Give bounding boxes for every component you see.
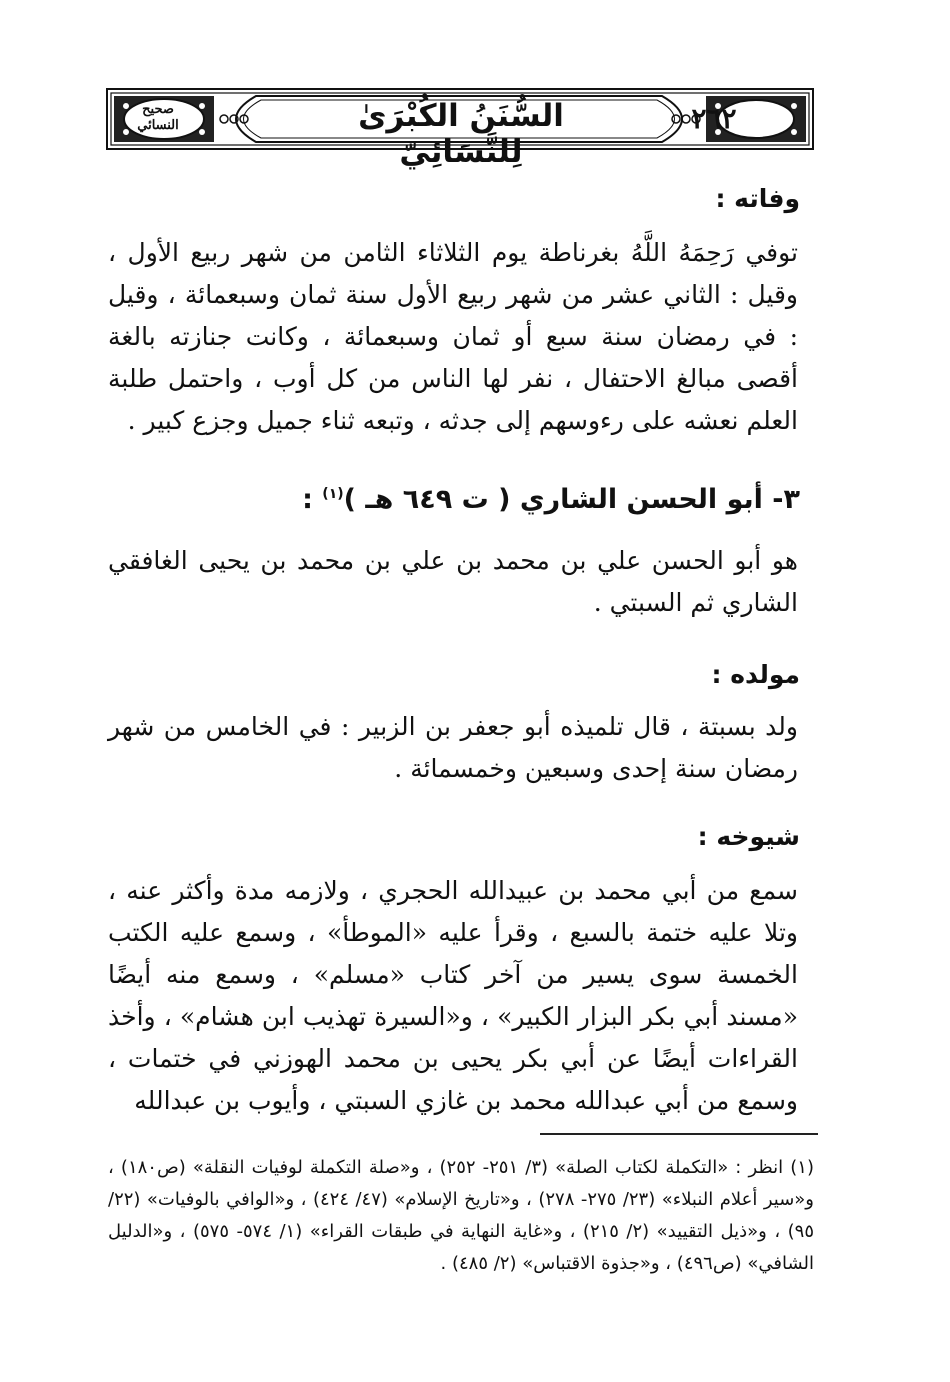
book-title: السُّنَنُ الكُبْرَىٰ لِلنَّسَائِيّ [358, 98, 564, 170]
birth-heading: مولده : [711, 660, 800, 689]
header-seal: صحيح النسائي [137, 102, 179, 133]
footnote-reference: (١) [322, 486, 344, 502]
page-number: ٢٦٢ [691, 102, 737, 135]
person-heading-colon: : [302, 484, 323, 515]
person-heading [302, 484, 800, 515]
death-heading: وفاته : [715, 184, 800, 213]
footnote: (١) انظر : «التكملة لكتاب الصلة» (٣/ ٢٥١- ٢٥٢) ، و«صلة التكملة لوفيات النقلة» (ص١٨٠) ، و«سير أعلام النبلاء» (٢٣/ ٢٧٥- ٢٧٨) ، و«تاريخ الإسلام» (٤٧/ ٤٢٤) ، و«الوافي بالوفيات» (٢٢/ ٩٥) ، و«ذيل التقييد» (٢/ ٢١٥) ، و«غاية النهاية في طبقات القراء» (١/ ٥٧٤- ٥٧٥) ، و«الدليل الشافي» (ص٤٩٦) ، و«جذوة الاقتباس» (٢/ ٤٨٥) . [108, 1157, 814, 1274]
person-heading-text: ٣- أبو الحسن الشاري ( ت ٦٤٩ هـ ) [343, 484, 800, 515]
birth-paragraph: ولد بسبتة ، قال تلميذه أبو جعفر بن الزبير : في الخامس من شهر رمضان سنة إحدى وسبعين وخمسمائة . [108, 712, 798, 783]
teachers-heading: شيوخه : [697, 822, 800, 851]
page-header [106, 88, 814, 170]
person-paragraph: هو أبو الحسن علي بن محمد بن علي بن محمد بن يحيى الغافقي الشاري ثم السبتي . [108, 546, 798, 617]
death-paragraph: توفي رَحِمَهُ اللَّهُ بغرناطة يوم الثلاثاء الثامن من شهر ربيع الأول ، وقيل : الثاني عشر من شهر ربيع الأول سنة ثمان وسبعمائة ، وقيل : في رمضان سنة سبع أو ثمان وسبعمائة ، وكانت جنازته بالغة أقصى مبالغ الاحتفال ، نفر لها الناس من كل أوب ، واحتمل طلبة العلم نعشه على رءوسهم إلى جدثه ، وتبعه ثناء جميل وجزع كبير . [108, 238, 798, 435]
footnote-divider [540, 1133, 818, 1135]
teachers-paragraph: سمع من أبي محمد بن عبيدالله الحجري ، ولازمه مدة وأكثر عنه ، وتلا عليه ختمة بالسبع ، وقرأ عليه «الموطأ» ، وسمع عليه الكتب الخمسة سوى يسير من آخر كتاب «مسلم» ، وسمع منه أيضًا «مسند أبي بكر البزار الكبير» ، و«السيرة تهذيب ابن هشام» ، وأخذ القراءات أيضًا عن أبي بكر يحيى بن محمد الهوزني في ختمات ، وسمع من أبي عبدالله محمد بن غازي السبتي ، وأيوب بن عبدالله [108, 876, 798, 1115]
